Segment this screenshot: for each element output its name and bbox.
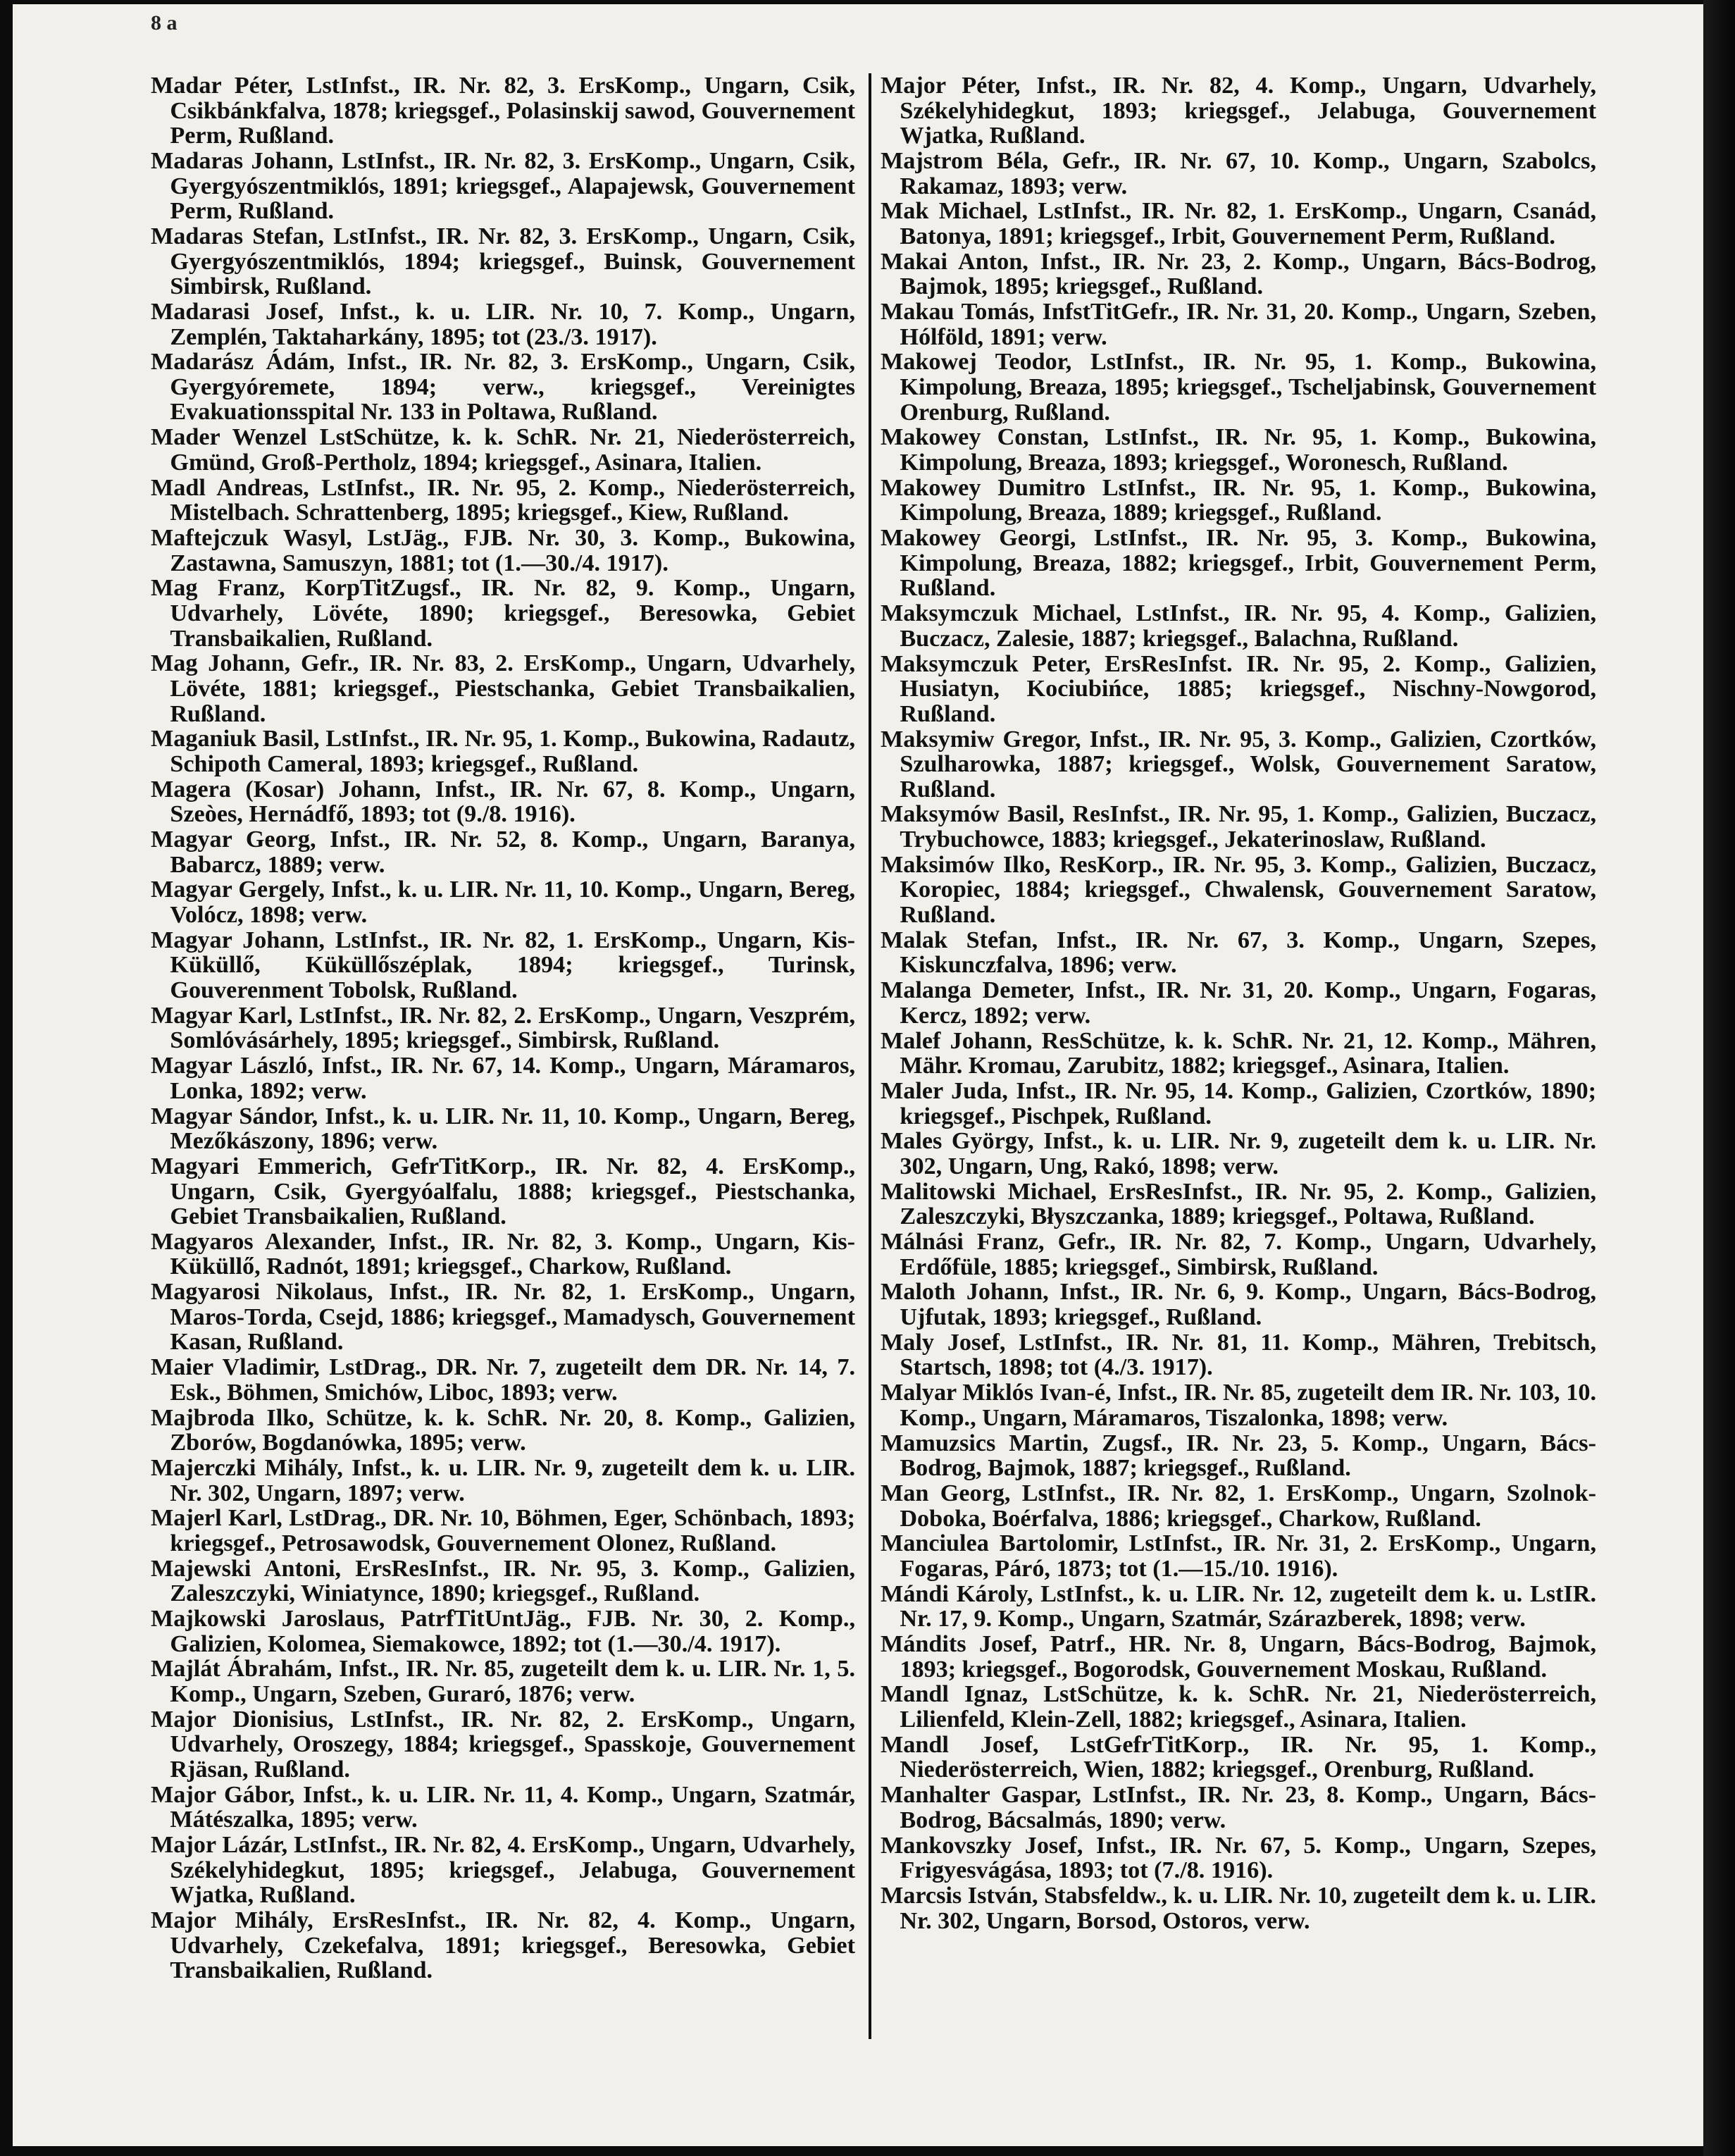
list-item [881,1431,1596,1481]
entry-name: Makowey Dumitro [881,474,1086,501]
entry-name: Man Georg, [881,1480,1011,1506]
entry-name: Major Mihály, [151,1907,313,1934]
entry-name: Malyar Miklós Ivan-é, [881,1380,1112,1406]
entry-details: Infst., IR. Nr. 6, 9. Komp., Ungarn, Bács-Bodrog, Ujfutak, 1893; kriegsgef., Rußland. [900,1279,1596,1331]
list-item [151,1656,855,1706]
entry-name: Madl Andreas, [151,474,309,501]
entry-name: Makowey Constan, [881,424,1089,451]
list-item [881,349,1596,425]
entry-details: Infst., k. u. LIR. Nr. 11, 10. Komp., Ungarn, Bereg, Mezőkászony, 1896; verw. [170,1103,856,1155]
list-item [151,1783,855,1833]
list-item [881,249,1596,299]
entry-details: PatrfTitUntJäg., FJB. Nr. 30, 2. Komp., Galizien, Kolomea, Siemakowce, 1892; tot (1.—30./4. 1917). [170,1606,855,1657]
entry-details: Infst., IR. Nr. 67, 3. Komp., Ungarn, Szepes, Kiskunczfalva, 1896; verw. [900,927,1597,979]
list-item [881,1129,1596,1179]
list-item [151,777,855,827]
entry-name: Majlát Ábrahám, [151,1656,332,1683]
list-item [151,1833,855,1908]
entry-name: Magera (Kosar) Johann, [151,776,421,803]
entry-details: Infst., IR. Nr. 82, 4. Komp., Ungarn, Udvarhely, Székelyhidegkut, 1893; kriegsgef., Jelabuga, Gouvernement Wjatka, Rußland. [900,73,1597,149]
entry-name: Manhalter Gaspar, [881,1782,1081,1809]
list-item [151,1104,855,1154]
entry-details: LstDrag., DR. Nr. 10, Böhmen, Eger, Schönbach, 1893; kriegsgef., Petrosawodsk, Gouvernement Olonez, Rußland. [170,1505,855,1556]
scanned-page [13,4,1703,2146]
list-item [881,425,1596,475]
entry-name: Marcsis István, [881,1882,1038,1909]
list-item [881,1330,1596,1380]
entry-name: Majkowski Jaroslaus, [151,1606,385,1633]
entry-name: Maftejczuk Wasyl, [151,525,352,551]
entry-name: Major Péter, [881,73,1021,99]
column-divider [869,73,871,2039]
list-item [151,576,855,651]
entry-name: Maksymiw Gregor, [881,726,1081,752]
list-item [881,1632,1596,1682]
entry-details: LstInfst., IR. Nr. 95, 1. Komp., Bukowina, Radautz, Schipoth Cameral, 1893; kriegsgef., Rußland. [170,726,855,777]
page-number: 8 a [151,11,178,35]
entry-details: LstInfst., IR. Nr. 82, 2. ErsKomp., Ungarn, Veszprém, Somlóvásárhely, 1895; kriegsgef., Simbirsk, Rußland. [170,1002,856,1054]
entry-details: Infst., k. u. LIR. Nr. 11, 4. Komp., Ungarn, Szatmár, Mátészalka, 1895; verw. [170,1781,855,1833]
list-item [151,1406,855,1456]
list-item [881,149,1596,199]
entry-details: LstJäg., FJB. Nr. 30, 3. Komp., Bukowina, Zastawna, Samuszyn, 1881; tot (1.—30./4. 1917). [170,525,855,576]
entry-name: Malak Stefan, [881,927,1038,953]
entry-details: LstSchütze, k. k. SchR. Nr. 21, Niederösterreich, Gmünd, Groß-Pertholz, 1894; kriegsgef., Asinara, Italien. [170,424,855,476]
list-item [881,1833,1596,1883]
list-item [151,1053,855,1103]
entry-name: Maksymów Basil, [881,801,1064,828]
entry-name: Males György, [881,1128,1034,1155]
entry-details: LstSchütze, k. k. SchR. Nr. 21, Niederösterreich, Lilienfeld, Klein-Zell, 1882; kriegsgef., Asinara, Italien. [900,1681,1596,1733]
entry-name: Manciulea Bartolomir, [881,1530,1119,1557]
list-item [881,1531,1596,1581]
entry-details: LstInfst., IR. Nr. 82, 3. ErsKomp., Ungarn, Csik, Gyergyószentmiklós, 1894; kriegsgef., Buinsk, Gouvernement Simbirsk, Rußland. [170,223,855,300]
entry-name: Makai Anton, [881,248,1028,275]
entry-details: GefrTitKorp., IR. Nr. 82, 4. ErsKomp., Ungarn, Csik, Gyergyóalfalu, 1888; kriegsgef., Piestschanka, Gebiet Transbaikalien, Rußland. [170,1153,855,1230]
entry-details: Infst., IR. Nr. 67, 5. Komp., Ungarn, Szepes, Frigyesvágása, 1893; tot (7./8. 1916). [900,1832,1597,1884]
entry-details: LstInfst., IR. Nr. 81, 11. Komp., Mähren, Trebitsch, Startsch, 1898; tot (4./3. 1917). [900,1329,1596,1381]
entry-details: Infst., IR. Nr. 67, 8. Komp., Ungarn, Szeòes, Hernádfő, 1893; tot (9./8. 1916). [170,776,856,828]
entry-name: Magyar Gergely, [151,876,325,903]
entry-details: Gefr., IR. Nr. 67, 10. Komp., Ungarn, Szabolcs, Rakamaz, 1893; verw. [900,147,1596,199]
entry-details: Stabsfeldw., k. u. LIR. Nr. 10, zugeteilt dem k. u. LIR. Nr. 302, Ungarn, Borsod, Ostoros, verw. [900,1882,1596,1934]
entry-name: Mag Johann, [151,650,291,677]
entry-details: Infst., IR. Nr. 67, 14. Komp., Ungarn, Máramaros, Lonka, 1892; verw. [170,1053,856,1104]
entry-name: Majbroda Ilko, [151,1404,314,1431]
list-item [151,526,855,576]
entry-details: Infst., k. u. LIR. Nr. 9, zugeteilt dem k. u. LIR. Nr. 302, Ungarn, Ung, Rakó, 1898; verw. [900,1128,1597,1179]
entry-name: Mankovszky Josef, [881,1832,1083,1859]
entry-name: Malanga Demeter, [881,977,1075,1004]
entry-name: Major Gábor, [151,1781,295,1808]
list-item [151,425,855,475]
scan-border [1703,0,1735,2156]
entry-name: Maksimów Ilko, [881,851,1051,878]
entry-name: Mader Wenzel [151,424,307,451]
entry-name: Madarasi Josef, [151,298,324,325]
entry-name: Major Dionisius, [151,1706,334,1733]
entry-details: ErsResInfst., IR. Nr. 82, 4. Komp., Ungarn, Udvarhely, Czekefalva, 1891; kriegsgef., Beresowka, Gebiet Transbaikalien, Rußland. [170,1907,855,1984]
entry-name: Mándi Károly, [881,1580,1033,1607]
entry-details: Infst., IR. Nr. 52, 8. Komp., Ungarn, Baranya, Babarcz, 1889; verw. [170,826,856,878]
list-item [881,299,1596,349]
entry-details: Infst., IR. Nr. 85, zugeteilt dem IR. Nr. 103, 10. Komp., Ungarn, Máramaros, Tiszalonka, 1898; verw. [900,1380,1596,1431]
entry-details: InfstTitGefr., IR. Nr. 31, 20. Komp., Ungarn, Szeben, Hólföld, 1891; verw. [900,299,1597,350]
entry-name: Maksymczuk Peter, [881,650,1091,677]
entry-details: KorpTitZugsf., IR. Nr. 82, 9. Komp., Ungarn, Udvarhely, Lövéte, 1890; kriegsgef., Beresowka, Gebiet Transbaikalien, Rußland. [170,575,856,652]
right-column [881,73,1596,1933]
entry-details: Infst., IR. Nr. 82, 3. ErsKomp., Ungarn, Csik, Gyergyóremete, 1894; verw., kriegsgef., Vereinigtes Evakuationsspital Nr. 133 in Poltawa, Rußland. [170,349,855,426]
entry-details: LstInfst., IR. Nr. 82, 2. ErsKomp., Ungarn, Udvarhely, Oroszegy, 1884; kriegsgef., Spasskoje, Gouvernement Rjäsan, Rußland. [170,1706,856,1783]
entry-name: Maier Vladimir, [151,1354,320,1381]
entry-details: Infst., IR. Nr. 23, 2. Komp., Ungarn, Bács-Bodrog, Bajmok, 1895; kriegsgef., Rußland. [900,248,1597,300]
list-item [881,1481,1596,1531]
entry-name: Majewski Antoni, [151,1555,341,1582]
entry-name: Madaras Johann, [151,147,334,174]
entry-details: LstInfst., IR. Nr. 82, 1. ErsKomp., Ungarn, Csanád, Batonya, 1891; kriegsgef., Irbit, Gouvernement Perm, Rußland. [900,198,1596,249]
entry-name: Magyaros Alexander, [151,1228,376,1255]
entry-details: LstInfst., IR. Nr. 82, 1. ErsKomp., Ungarn, Kis-Küküllő, Küküllőszéplak, 1894; kriegsgef., Turinsk, Gouverenment Tobolsk, Rußland. [170,927,855,1003]
list-item [881,199,1596,249]
entry-details: LstInfst., IR. Nr. 95, 2. Komp., Niederösterreich, Mistelbach. Schrattenberg, 1895; kriegsgef., Kiew, Rußland. [170,474,855,526]
list-item [881,652,1596,727]
entry-details: LstInfst., IR. Nr. 95, 1. Komp., Bukowina, Kimpolung, Breaza, 1893; kriegsgef., Woronesch, Rußland. [900,424,1596,476]
entry-details: ResSchütze, k. k. SchR. Nr. 21, 12. Komp., Mähren, Mähr. Kromau, Zarubitz, 1882; kriegsgef., Asinara, Italien. [900,1027,1596,1079]
entry-name: Magyarosi Nikolaus, [151,1279,373,1306]
list-item [881,853,1596,928]
list-item [151,1355,855,1405]
entry-details: ErsResInfst., IR. Nr. 95, 3. Komp., Galizien, Zaleszczyki, Winiatynce, 1890; kriegsgef., Rußland. [170,1555,856,1607]
entry-name: Maganiuk Basil, [151,726,320,752]
entry-details: LstInfst., IR. Nr. 31, 2. ErsKomp., Ungarn, Fogaras, Páró, 1873; tot (1.—15./10. 1916). [900,1530,1596,1582]
list-item [881,978,1596,1028]
entry-details: ErsResInfst., IR. Nr. 95, 2. Komp., Galizien, Zaleszczyki, Błyszczanka, 1889; kriegsgef., Poltawa, Rußland. [900,1178,1597,1230]
list-item [151,1003,855,1053]
entry-details: Infst., k. u. LIR. Nr. 9, zugeteilt dem k. u. LIR. Nr. 302, Ungarn, 1897; verw. [170,1454,856,1506]
entry-name: Malitowski Michael, [881,1178,1097,1205]
entry-name: Magyar Johann, [151,927,325,953]
list-item [881,1783,1596,1833]
entry-details: LstInfst., IR. Nr. 82, 3. ErsKomp., Ungarn, Csik, Gyergyószentmiklós, 1891; kriegsgef., Alapajewsk, Gouvernement Perm, Rußland. [170,147,855,225]
entry-name: Mak Michael, [881,198,1028,225]
list-item [881,1179,1596,1229]
entry-details: Infst., IR. Nr. 31, 20. Komp., Ungarn, Fogaras, Kercz, 1892; verw. [900,977,1596,1029]
entry-details: LstInfst., IR. Nr. 95, 1. Komp., Bukowina, Kimpolung, Breaza, 1895; kriegsgef., Tscheljabinsk, Gouvernement Orenburg, Rußland. [900,349,1597,426]
entry-name: Magyari Emmerich, [151,1153,373,1179]
list-item [881,1029,1596,1079]
entry-details: Infst., IR. Nr. 82, 1. ErsKomp., Ungarn, Maros-Torda, Csejd, 1886; kriegsgef., Mamadysch, Gouvernement Kasan, Rußland. [170,1279,855,1356]
list-item [151,224,855,299]
entry-name: Magyar László, [151,1053,313,1079]
entry-details: Infst., IR. Nr. 95, 3. Komp., Galizien, Czortków, Szulharowka, 1887; kriegsgef., Wolsk, Gouvernement Saratow, Rußland. [900,726,1597,803]
entry-details: LstGefrTitKorp., IR. Nr. 95, 1. Komp., Niederösterreich, Wien, 1882; kriegsgef., Orenburg, Rußland. [900,1731,1597,1783]
entry-details: Gefr., IR. Nr. 82, 7. Komp., Ungarn, Udvarhely, Erdőfüle, 1885; kriegsgef., Simbirsk, Rußland. [900,1229,1597,1280]
list-item [151,299,855,349]
list-item [151,1280,855,1355]
list-item [151,1707,855,1783]
list-item [151,928,855,1003]
entry-details: LstInfst., IR. Nr. 82, 4. ErsKomp., Ungarn, Udvarhely, Székelyhidegkut, 1895; kriegsgef., Jelabuga, Gouvernement Wjatka, Rußland. [170,1832,855,1909]
list-item [881,1229,1596,1280]
entry-details: Patrf., HR. Nr. 8, Ungarn, Bács-Bodrog, Bajmok, 1893; kriegsgef., Bogorodsk, Gouvernement Moskau, Rußland. [900,1631,1596,1683]
entry-details: Infst., IR. Nr. 95, 14. Komp., Galizien, Czortków, 1890; kriegsgef., Pischpek, Rußland. [900,1077,1597,1129]
entry-details: ResInfst., IR. Nr. 95, 1. Komp., Galizien, Buczacz, Trybuchowce, 1883; kriegsgef., Jekaterinoslaw, Rußland. [900,801,1597,853]
entry-name: Madar Péter, [151,73,293,99]
list-item [881,601,1596,651]
entry-details: Infst., IR. Nr. 82, 3. Komp., Ungarn, Kis-Küküllő, Radnót, 1891; kriegsgef., Charkow, Rußland. [170,1228,855,1280]
entry-details: Infst., k. u. LIR. Nr. 10, 7. Komp., Ungarn, Zemplén, Taktaharkány, 1895; tot (23./3. 1917). [170,298,855,350]
entry-details: LstInfst., IR. Nr. 23, 8. Komp., Ungarn, Bács-Bodrog, Bácsalmás, 1890; verw. [900,1782,1596,1833]
list-item [881,1380,1596,1430]
entry-name: Maler Juda, [881,1077,1008,1104]
list-item [151,877,855,927]
entry-details: LstInfst., IR. Nr. 95, 4. Komp., Galizien, Buczacz, Zalesie, 1887; kriegsgef., Balachna, Rußland. [900,600,1596,652]
list-item [151,1556,855,1606]
entry-details: Schütze, k. k. SchR. Nr. 20, 8. Komp., Galizien, Zborów, Bogdanówka, 1895; verw. [170,1404,856,1456]
entry-details: Infst., IR. Nr. 85, zugeteilt dem k. u. LIR. Nr. 1, 5. Komp., Ungarn, Szeben, Guraró, 1876; verw. [170,1656,856,1708]
list-item [151,1229,855,1280]
list-item [151,1154,855,1229]
list-item [881,73,1596,149]
entry-details: Zugsf., IR. Nr. 23, 5. Komp., Ungarn, Bács-Bodrog, Bajmok, 1887; kriegsgef., Rußland. [900,1430,1596,1482]
entry-name: Major Lázár, [151,1832,288,1859]
entry-name: Malef Johann, [881,1027,1033,1054]
list-item [881,1682,1596,1732]
entry-name: Madarász Ádám, [151,349,335,376]
list-item [151,1456,855,1506]
entry-details: LstInfst., IR. Nr. 82, 3. ErsKomp., Ungarn, Csik, Csikbánkfalva, 1878; kriegsgef., Polasinskij sawod, Gouvernement Perm, Rußland. [170,73,855,149]
list-item [881,1883,1596,1933]
entry-name: Madaras Stefan, [151,223,324,249]
entry-name: Maksymczuk Michael, [881,600,1122,627]
list-item [151,827,855,877]
entry-name: Makowej Teodor, [881,349,1072,376]
entry-details: LstInfst., IR. Nr. 82, 1. ErsKomp., Ungarn, Szolnok-Doboka, Boérfalva, 1886; kriegsgef., Charkow, Rußland. [900,1480,1596,1532]
entry-details: LstInfst., k. u. LIR. Nr. 12, zugeteilt dem k. u. LstIR. Nr. 17, 9. Komp., Ungarn, Szatmár, Szárazberek, 1898; verw. [900,1580,1596,1633]
entry-details: ResKorp., IR. Nr. 95, 3. Komp., Galizien, Buczacz, Koropiec, 1884; kriegsgef., Chwalensk, Gouvernement Saratow, Rußland. [900,851,1596,929]
entry-name: Maly Josef, [881,1329,1006,1356]
list-item [151,1606,855,1656]
list-item [881,1582,1596,1632]
entry-name: Majerczki Mihály, [151,1454,343,1481]
entry-name: Magyar Sándor, [151,1103,318,1129]
entry-name: Makowey Georgi, [881,525,1076,552]
list-item [881,1280,1596,1330]
list-item [151,726,855,776]
left-column [151,73,855,1983]
entry-name: Majstrom Béla, [881,147,1049,174]
list-item [881,802,1596,852]
list-item [881,928,1596,978]
list-item [151,149,855,224]
entry-name: Magyar Karl, [151,1002,293,1029]
list-item [151,476,855,526]
list-item [881,1079,1596,1129]
entry-details: ErsResInfst. IR. Nr. 95, 2. Komp., Galizien, Husiatyn, Kociubińce, 1885; kriegsgef., Nischny-Nowgorod, Rußland. [900,650,1597,727]
list-item [151,1908,855,1983]
list-item [151,1506,855,1556]
entry-name: Málnási Franz, [881,1229,1045,1256]
entry-details: LstInfst., IR. Nr. 95, 3. Komp., Bukowina, Kimpolung, Breaza, 1882; kriegsgef., Irbit, Gouvernement Perm, Rußland. [900,525,1596,602]
entry-name: Magyar Georg, [151,826,316,853]
entry-name: Mamuzsics Martin, [881,1430,1089,1456]
entry-details: Gefr., IR. Nr. 83, 2. ErsKomp., Ungarn, Udvarhely, Lövéte, 1881; kriegsgef., Piestschanka, Gebiet Transbaikalien, Rußland. [170,650,856,727]
list-item [151,651,855,726]
entry-name: Mándits Josef, [881,1631,1038,1658]
entry-name: Mandl Ignaz, [881,1681,1028,1708]
list-item [881,727,1596,803]
entry-name: Makau Tomás, [881,299,1035,326]
list-item [881,526,1596,601]
entry-details: LstDrag., DR. Nr. 7, zugeteilt dem DR. Nr. 14, 7. Esk., Böhmen, Smichów, Liboc, 1893; verw. [170,1354,856,1406]
entry-details: LstInfst., IR. Nr. 95, 1. Komp., Bukowina, Kimpolung, Breaza, 1889; kriegsgef., Rußland. [900,474,1597,526]
entry-name: Mag Franz, [151,575,285,602]
entry-name: Mandl Josef, [881,1731,1039,1758]
entry-name: Maloth Johann, [881,1279,1049,1306]
list-item [151,73,855,149]
list-item [151,349,855,425]
list-item [881,1733,1596,1783]
entry-details: Infst., k. u. LIR. Nr. 11, 10. Komp., Ungarn, Bereg, Volócz, 1898; verw. [170,876,856,929]
list-item [881,476,1596,526]
entry-name: Majerl Karl, [151,1505,282,1532]
